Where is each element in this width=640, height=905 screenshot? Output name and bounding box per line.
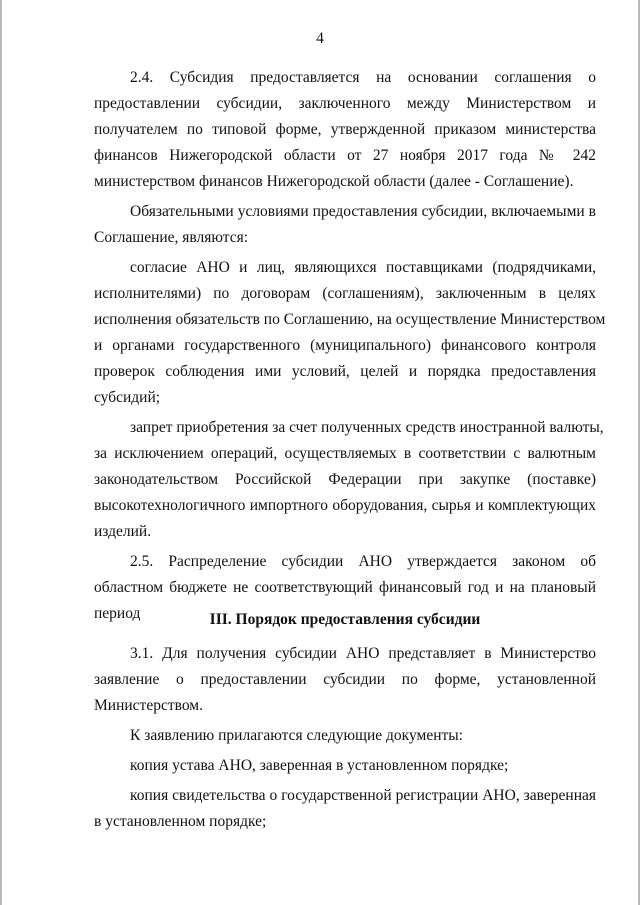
paragraph-conditions (94, 199, 596, 251)
text-line: 3.1. Для получения субсидии АНО представляет в Министерство (130, 645, 596, 662)
text-line: исполнителями) по договорам (соглашениям), заключенным в целях (94, 285, 596, 302)
section-2-block (94, 65, 606, 631)
text-line: копия свидетельства о государственной регистрации АНО, заверенная (130, 787, 596, 804)
text-line: Обязательными условиями предоставления субсидии, включаемыми в (130, 203, 596, 220)
text-line: высокотехнологичного импортного оборудования, сырья и комплектующих (94, 497, 596, 514)
paragraph-2-4 (94, 65, 596, 195)
text-line: за исключением операций, осуществляемых в соответствии с валютным (94, 445, 596, 462)
scan-left-edge (0, 0, 2, 905)
text-line: исполнения обязательств по Соглашению, на осуществление Министерством (94, 311, 606, 328)
paragraph-3-1 (94, 641, 596, 719)
paragraph-currency-ban (94, 415, 604, 545)
text-line: Министерством. (94, 697, 203, 714)
section-heading: III. Порядок предоставления субсидии (209, 611, 481, 628)
text-line: 2.5. Распределение субсидии АНО утверждается законом об (130, 553, 596, 570)
text-line: согласие АНО и лиц, являющихся поставщиками (подрядчиками, (130, 259, 596, 276)
text-line: К заявлению прилагаются следующие документы: (130, 727, 463, 744)
paragraph-documents-intro (94, 723, 596, 749)
text-line: и органами государственного (муниципального) финансового контроля (94, 337, 596, 354)
text-line: областном бюджете не соответствующий финансовый год и на плановый (94, 579, 596, 596)
text-line: 2.4. Субсидия предоставляется на основании соглашения о (130, 69, 596, 86)
paragraph-registration-copy (94, 783, 596, 835)
text-line: в установленном порядке; (94, 813, 267, 830)
text-line: субсидий; (94, 389, 161, 406)
text-line: запрет приобретения за счет полученных средств иностранной валюты, (130, 419, 604, 436)
section-3-block (94, 604, 596, 839)
text-line: период (94, 605, 141, 622)
text-line: проверок соблюдения ими условий, целей и порядка предоставления (94, 363, 596, 380)
text-line: получателем по типовой форме, утвержденной приказом министерства (94, 121, 596, 138)
text-line: законодательством Российской Федерации при закупке (поставке) (94, 471, 596, 488)
text-line: копия устава АНО, заверенная в установленном порядке; (130, 757, 509, 774)
text-line: финансов Нижегородской области от 27 ноября 2017 года № 242 (94, 147, 596, 164)
text-line: изделий. (94, 523, 152, 540)
paragraph-consent (94, 255, 606, 411)
text-line: заявление о предоставлении субсидии по форме, установленной (94, 671, 596, 688)
page-number: 4 (316, 30, 324, 47)
text-line: министерством финансов Нижегородской области (далее - Соглашение). (94, 173, 574, 190)
text-line: предоставлении субсидии, заключенного между Министерством и (94, 95, 596, 112)
text-line: Соглашение, являются: (94, 229, 249, 246)
paragraph-charter-copy (94, 753, 596, 779)
